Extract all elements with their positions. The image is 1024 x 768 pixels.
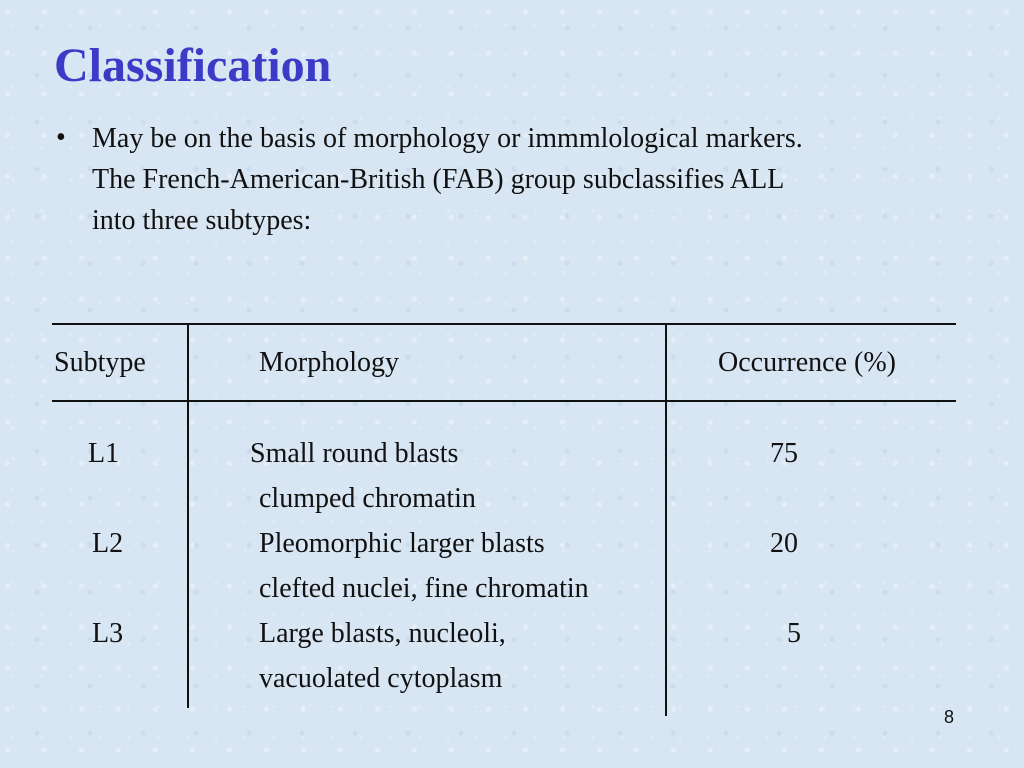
column-divider bbox=[187, 323, 189, 708]
bullet-line: The French-American-British (FAB) group subclassifies ALL bbox=[92, 164, 785, 195]
bullet-line: into three subtypes: bbox=[92, 205, 312, 236]
cell-morphology: Small round blasts bbox=[250, 438, 459, 469]
cell-morphology: vacuolated cytoplasm bbox=[259, 663, 503, 694]
cell-occurrence: 20 bbox=[770, 528, 798, 559]
cell-occurrence: 75 bbox=[770, 438, 798, 469]
header-occurrence: Occurrence (%) bbox=[718, 347, 896, 378]
page-number: 8 bbox=[944, 707, 955, 727]
header-subtype: Subtype bbox=[54, 347, 146, 378]
bullet-text bbox=[92, 118, 992, 241]
cell-morphology: Pleomorphic larger blasts bbox=[259, 528, 545, 559]
cell-subtype: L2 bbox=[92, 528, 124, 559]
bullet-marker: • bbox=[56, 122, 66, 153]
bullet-line: May be on the basis of morphology or immmlological markers. bbox=[92, 123, 803, 154]
column-divider bbox=[665, 323, 667, 716]
cell-subtype: L1 bbox=[88, 438, 120, 469]
cell-morphology: Large blasts, nucleoli, bbox=[259, 618, 506, 649]
cell-subtype: L3 bbox=[92, 618, 124, 649]
cell-occurrence: 5 bbox=[787, 618, 801, 649]
slide-title: Classification bbox=[54, 39, 332, 92]
header-morphology: Morphology bbox=[259, 347, 399, 378]
cell-morphology: clumped chromatin bbox=[259, 483, 476, 514]
cell-morphology: clefted nuclei, fine chromatin bbox=[259, 573, 589, 604]
